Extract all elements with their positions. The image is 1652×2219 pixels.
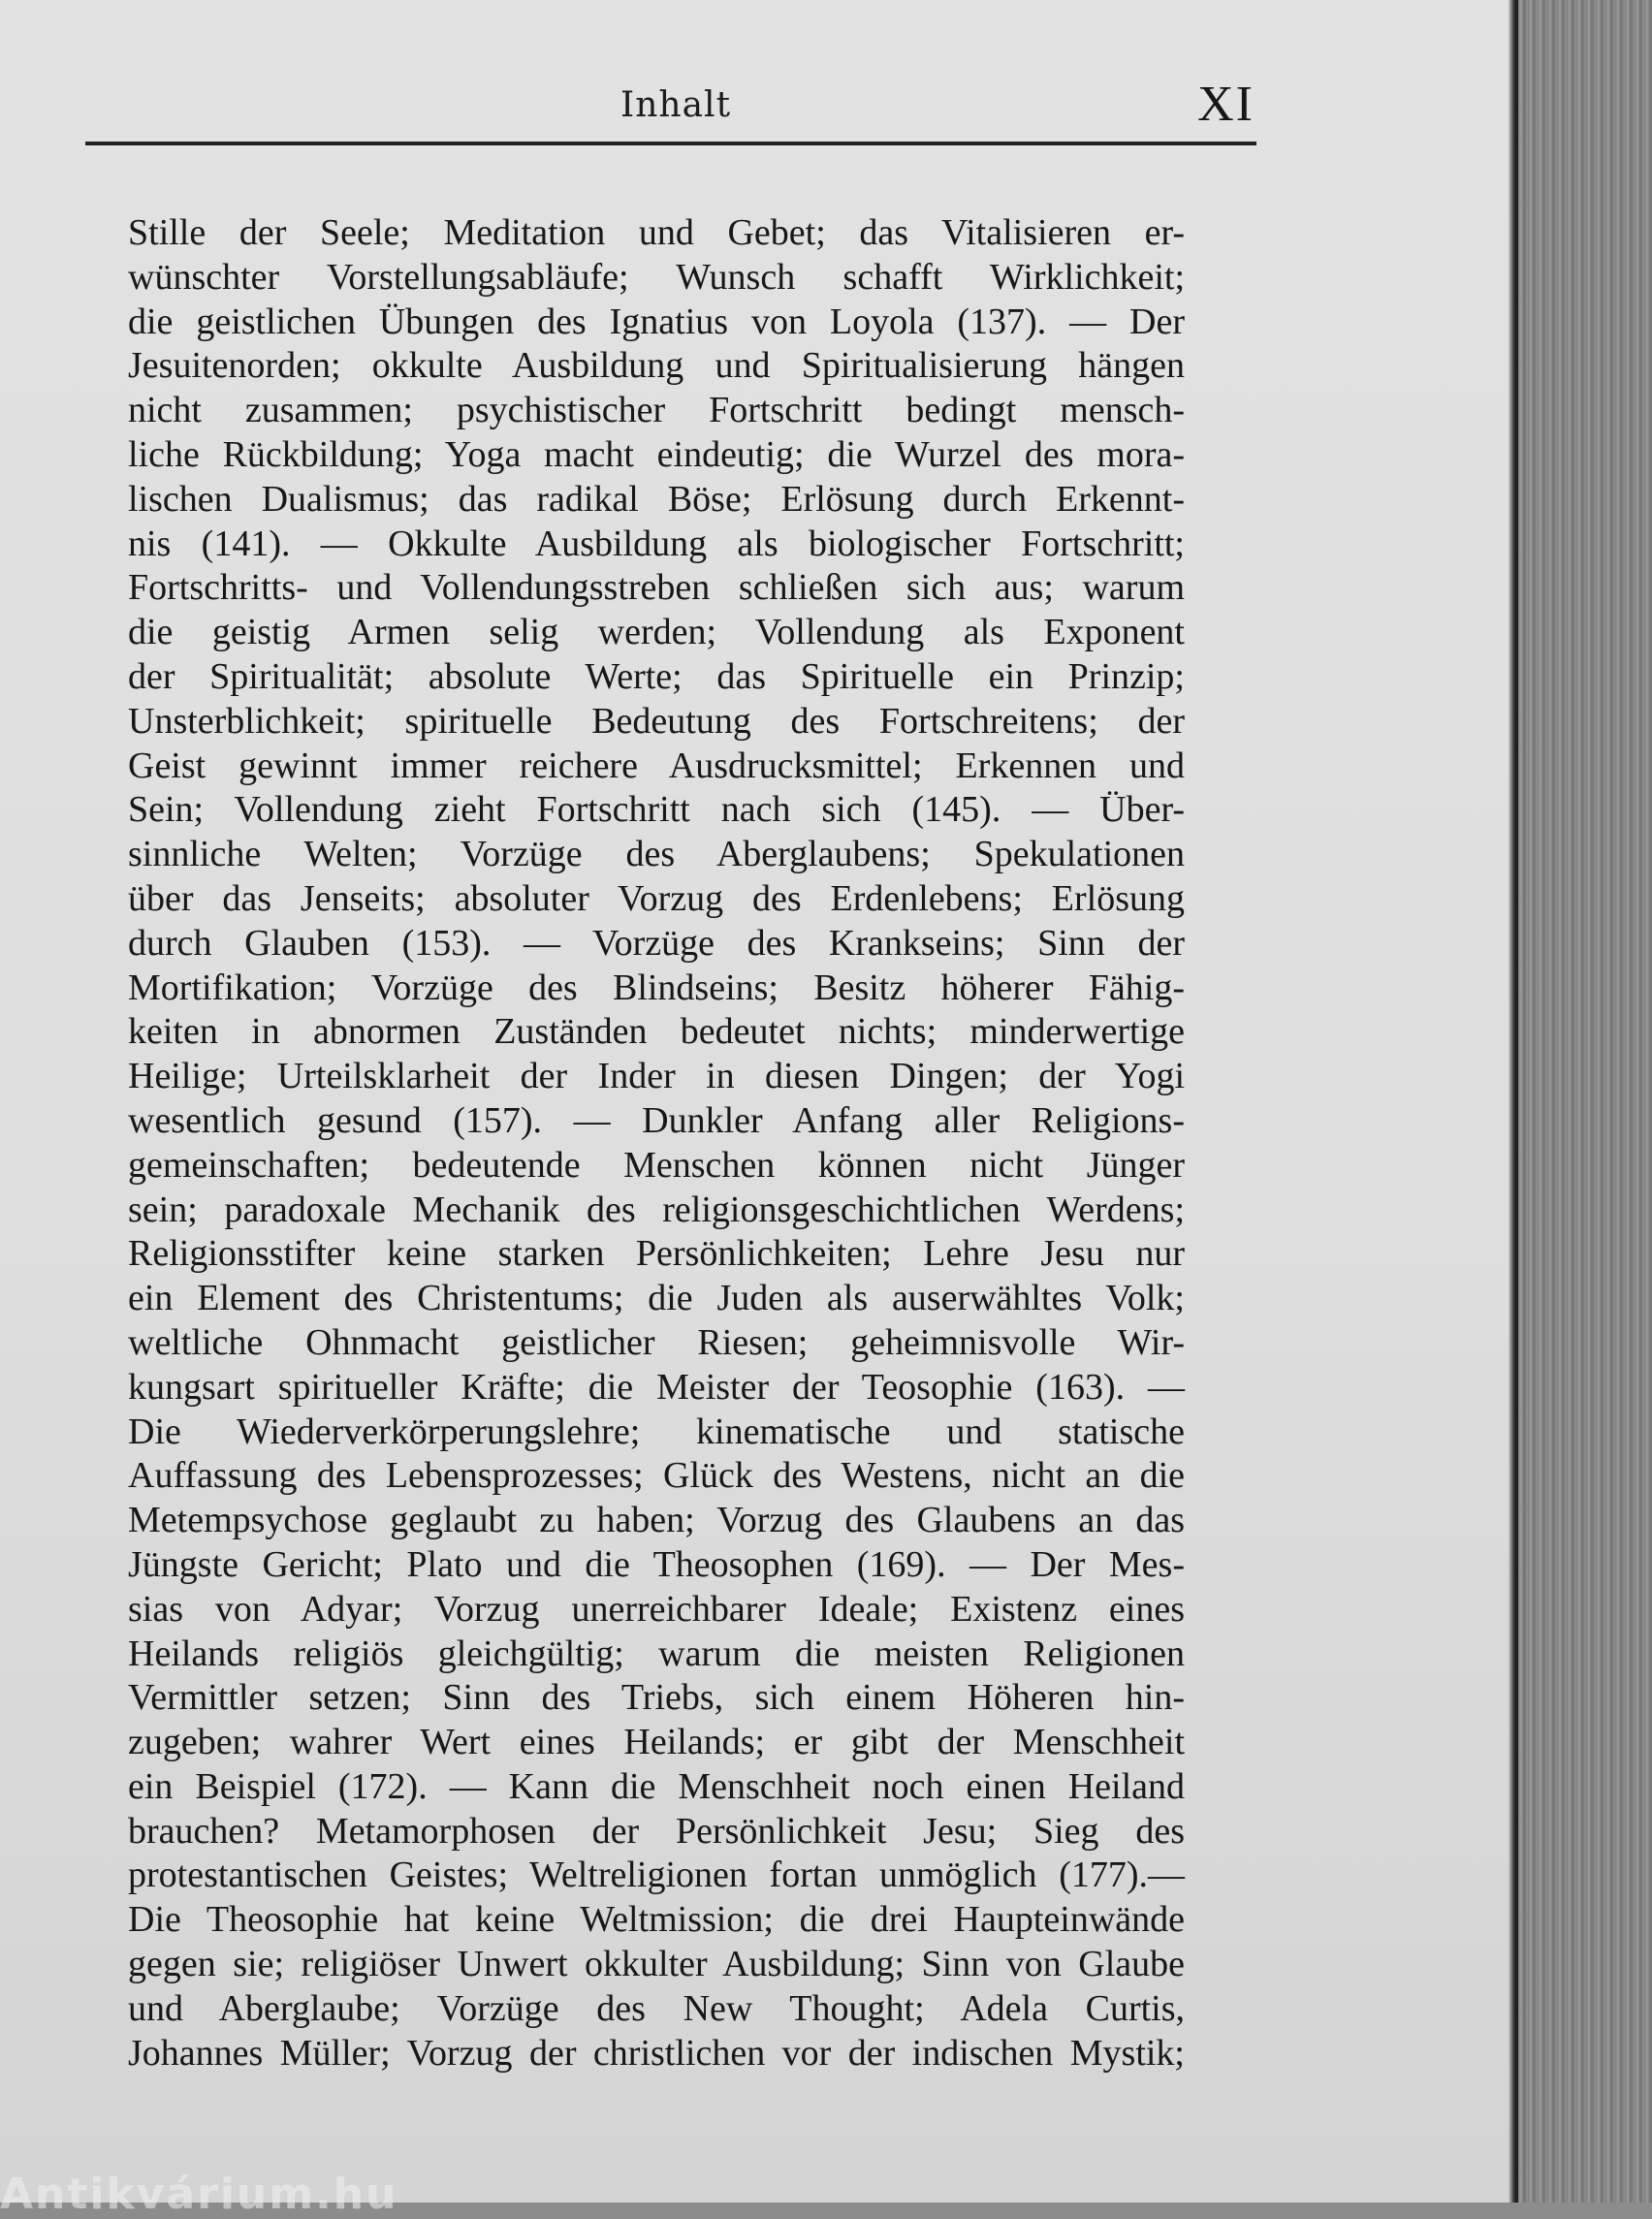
text-line: Geist gewinnt immer reichere Ausdrucksmittel; Erkennen und: [128, 745, 1185, 786]
text-line: zugeben; wahrer Wert eines Heilands; er gibt der Menschheit: [128, 1722, 1185, 1763]
text-line: Auffassung des Lebensprozesses; Glück des Westens, nicht an die: [128, 1455, 1185, 1497]
text-line: die geistlichen Übungen des Ignatius von Loyola (137). — Der: [128, 301, 1185, 342]
header-title: Inhalt: [620, 85, 732, 125]
text-line: keiten in abnormen Zuständen bedeutet nichts; minderwertige: [128, 1011, 1185, 1053]
text-line: Die Theosophie hat keine Weltmission; die drei Haupteinwände: [128, 1899, 1185, 1941]
text-line: wünschter Vorstellungsabläufe; Wunsch schafft Wirklichkeit;: [128, 256, 1185, 298]
text-line: und Aberglaube; Vorzüge des New Thought; Adela Curtis,: [128, 1987, 1185, 2029]
text-line: sinnliche Welten; Vorzüge des Aberglaubens; Spekulationen: [128, 834, 1185, 875]
text-line: Heilige; Urteilsklarheit der Inder in diesen Dingen; der Yogi: [128, 1056, 1185, 1097]
text-line: die geistig Armen selig werden; Vollendung als Exponent: [128, 612, 1185, 653]
text-line: sein; paradoxale Mechanik des religionsgeschichtlichen Werdens;: [128, 1189, 1185, 1230]
page-number: XI: [1197, 77, 1255, 132]
text-line: ein Beispiel (172). — Kann die Menschheit noch einen Heiland: [128, 1765, 1185, 1807]
text-line: Religionsstifter keine starken Persönlichkeiten; Lehre Jesu nur: [128, 1233, 1185, 1275]
text-line: liche Rückbildung; Yoga macht eindeutig; die Wurzel des mora-: [128, 433, 1185, 475]
text-line: Johannes Müller; Vorzug der christlichen vor der indischen Mystik;: [128, 2032, 1185, 2074]
text-line: Die Wiederverkörperungslehre; kinematische und statische: [128, 1411, 1185, 1452]
text-line: Vermittler setzen; Sinn des Triebs, sich einem Höheren hin-: [128, 1677, 1185, 1719]
text-line: gegen sie; religiöser Unwert okkulter Ausbildung; Sinn von Glaube: [128, 1944, 1185, 1985]
adjacent-page-strip: [1518, 0, 1652, 2203]
text-line: Fortschritts- und Vollendungsstreben schließen sich aus; warum: [128, 567, 1185, 609]
text-line: der Spiritualität; absolute Werte; das Spirituelle ein Prinzip;: [128, 655, 1185, 697]
text-line: ein Element des Christentums; die Juden als auserwähltes Volk;: [128, 1278, 1185, 1319]
text-line: lischen Dualismus; das radikal Böse; Erlösung durch Erkennt-: [128, 478, 1185, 520]
text-line: Sein; Vollendung zieht Fortschritt nach sich (145). — Über-: [128, 789, 1185, 831]
text-line: Stille der Seele; Meditation und Gebet; das Vitalisieren er-: [128, 212, 1185, 253]
text-line: wesentlich gesund (157). — Dunkler Anfang aller Religions-: [128, 1099, 1185, 1141]
text-line: Jüngste Gericht; Plato und die Theosophen (169). — Der Mes-: [128, 1543, 1185, 1585]
text-line: Jesuitenorden; okkulte Ausbildung und Spiritualisierung hängen: [128, 345, 1185, 387]
text-line: über das Jenseits; absoluter Vorzug des Erdenlebens; Erlösung: [128, 877, 1185, 919]
header-rule: [85, 142, 1256, 145]
text-line: Mortifikation; Vorzüge des Blindseins; Besitz höherer Fähig-: [128, 967, 1185, 1008]
text-line: Metempsychose geglaubt zu haben; Vorzug des Glaubens an das: [128, 1500, 1185, 1541]
text-line: Heilands religiös gleichgültig; warum die meisten Religionen: [128, 1633, 1185, 1674]
text-line: sias von Adyar; Vorzug unerreichbarer Ideale; Existenz eines: [128, 1588, 1185, 1630]
running-header: [85, 78, 1255, 142]
text-line: nis (141). — Okkulte Ausbildung als biologischer Fortschritt;: [128, 523, 1185, 564]
text-line: weltliche Ohnmacht geistlicher Riesen; geheimnisvolle Wir-: [128, 1321, 1185, 1363]
page-edge-shadow: [1509, 0, 1518, 2203]
text-line: durch Glauben (153). — Vorzüge des Krankseins; Sinn der: [128, 922, 1185, 964]
text-line: nicht zusammen; psychistischer Fortschritt bedingt mensch-: [128, 390, 1185, 431]
watermark: Antikvárium.hu: [0, 2170, 398, 2219]
table-of-contents-text: [128, 211, 1185, 2076]
text-line: Unsterblichkeit; spirituelle Bedeutung des Fortschreitens; der: [128, 700, 1185, 742]
text-line: gemeinschaften; bedeutende Menschen können nicht Jünger: [128, 1144, 1185, 1186]
text-line: brauchen? Metamorphosen der Persönlichkeit Jesu; Sieg des: [128, 1810, 1185, 1852]
text-line: protestantischen Geistes; Weltreligionen fortan unmöglich (177).—: [128, 1854, 1185, 1896]
text-line: kungsart spiritueller Kräfte; die Meister der Teosophie (163). —: [128, 1366, 1185, 1408]
